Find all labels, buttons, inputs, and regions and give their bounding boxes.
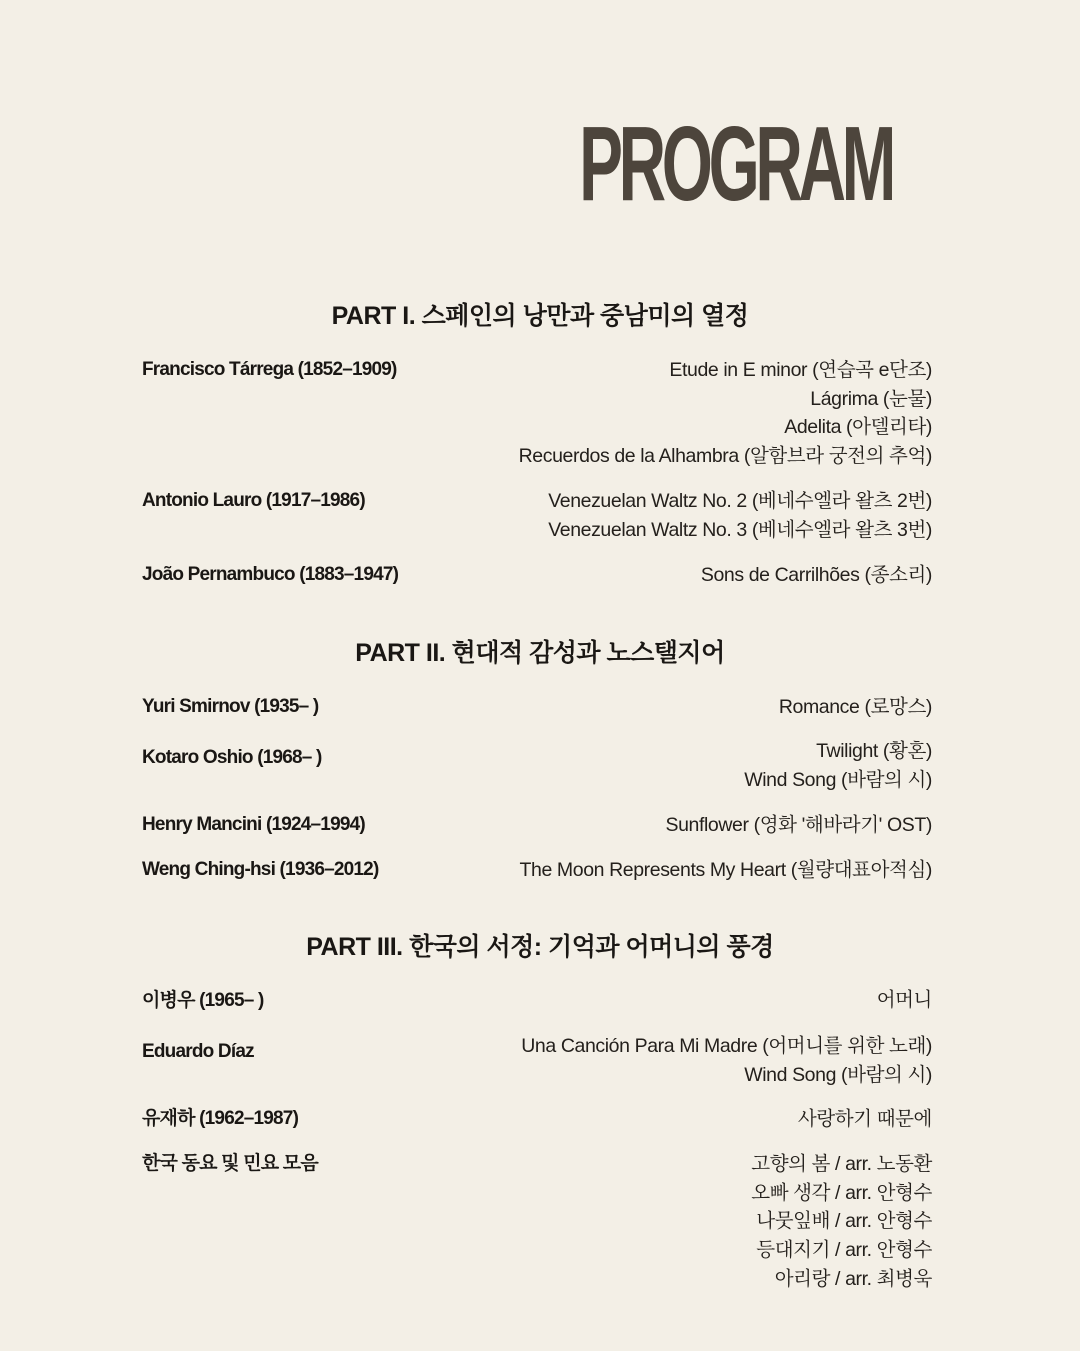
work-title: Wind Song (바람의 시) bbox=[744, 1063, 932, 1086]
composer-name: Yuri Smirnov (1935– ) bbox=[142, 696, 319, 717]
work-title: Sunflower (영화 '해바라기' OST) bbox=[665, 814, 932, 836]
part-1-heading: PART I. 스페인의 낭만과 중남미의 열정 bbox=[331, 302, 749, 330]
work-list bbox=[521, 1032, 932, 1089]
work-title: 사랑하기 때문에 bbox=[797, 1108, 932, 1130]
composer-name: 유재하 (1962–1987) bbox=[142, 1108, 299, 1129]
composer-name: Kotaro Oshio (1968– ) bbox=[142, 747, 322, 768]
composer-name: João Pernambuco (1883–1947) bbox=[142, 564, 399, 585]
work-title: The Moon Represents My Heart (월량대표아적심) bbox=[519, 859, 932, 881]
work-list bbox=[744, 737, 932, 794]
work-list bbox=[779, 693, 932, 722]
work-list bbox=[877, 986, 932, 1015]
work-title: Wind Song (바람의 시) bbox=[744, 768, 932, 791]
work-title: Twilight (황혼) bbox=[816, 740, 932, 762]
work-title: Lágrima (눈물) bbox=[810, 387, 932, 410]
work-title: Una Canción Para Mi Madre (어머니를 위한 노래) bbox=[521, 1035, 932, 1057]
page-title: PROGRAM bbox=[579, 105, 892, 223]
work-title: Venezuelan Waltz No. 3 (베네수엘라 왈츠 3번) bbox=[548, 518, 932, 541]
work-title: Recuerdos de la Alhambra (알함브라 궁전의 추억) bbox=[518, 445, 932, 468]
work-title: Venezuelan Waltz No. 2 (베네수엘라 왈츠 2번) bbox=[548, 490, 932, 512]
composer-name: 이병우 (1965– ) bbox=[142, 990, 264, 1011]
composer-name: Henry Mancini (1924–1994) bbox=[142, 814, 365, 835]
work-list bbox=[548, 487, 932, 544]
work-title: 나뭇잎배 / arr. 안형수 bbox=[756, 1210, 932, 1233]
work-title: Sons de Carrilhões (종소리) bbox=[700, 564, 932, 586]
part-3-heading: PART III. 한국의 서정: 기억과 어머니의 풍경 bbox=[306, 933, 774, 961]
work-title: 오빠 생각 / arr. 안형수 bbox=[751, 1181, 932, 1204]
work-list bbox=[665, 811, 932, 840]
work-list bbox=[798, 1105, 932, 1134]
work-list bbox=[701, 561, 932, 590]
work-title: Etude in E minor (연습곡 e단조) bbox=[669, 359, 932, 381]
work-list bbox=[751, 1150, 932, 1294]
part-2-heading: PART II. 현대적 감성과 노스탤지어 bbox=[355, 639, 725, 667]
composer-name: Francisco Tárrega (1852–1909) bbox=[142, 359, 397, 380]
work-title: 어머니 bbox=[876, 989, 932, 1011]
composer-name: Antonio Lauro (1917–1986) bbox=[142, 490, 365, 511]
work-list bbox=[519, 856, 932, 885]
composer-name: 한국 동요 및 민요 모음 bbox=[142, 1153, 318, 1174]
work-title: 아리랑 / arr. 최병욱 bbox=[774, 1267, 932, 1290]
work-title: 등대지기 / arr. 안형수 bbox=[756, 1239, 932, 1262]
work-title: 고향의 봄 / arr. 노동환 bbox=[751, 1153, 932, 1175]
work-list bbox=[519, 356, 932, 471]
work-title: Romance (로망스) bbox=[778, 696, 932, 718]
composer-name: Weng Ching-hsi (1936–2012) bbox=[142, 859, 379, 880]
composer-name: Eduardo Díaz bbox=[142, 1041, 254, 1062]
work-title: Adelita (아델리타) bbox=[784, 416, 932, 439]
